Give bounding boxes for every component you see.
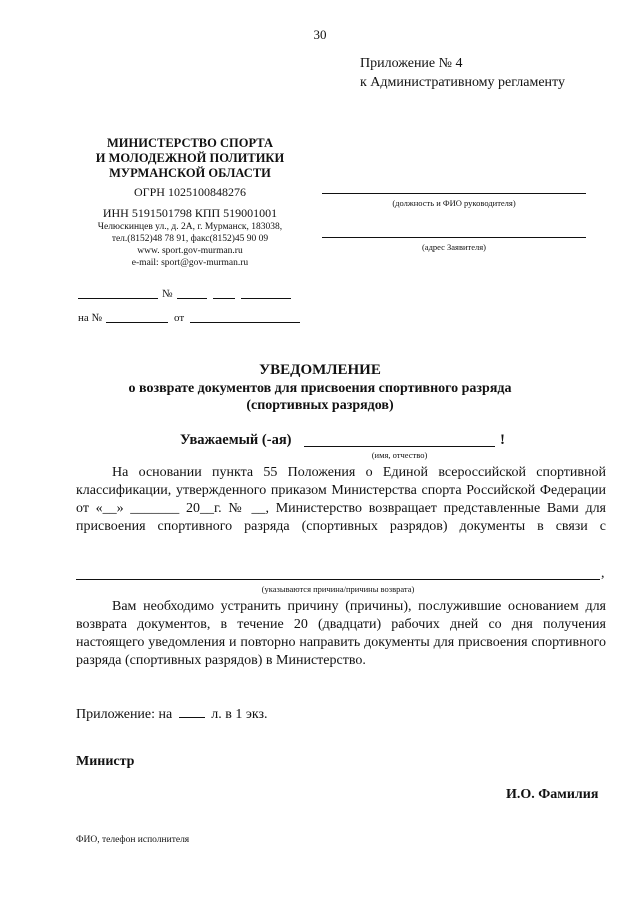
incoming-ref-date-blank <box>190 321 300 323</box>
document-subtitle-1: о возврате документов для присвоения спортивного разряда <box>128 381 512 396</box>
org-address: Челюскинцев ул., д. 2А, г. Мурманск, 183038, <box>97 222 283 232</box>
org-name-line-1: МИНИСТЕРСТВО СПОРТА <box>106 136 273 150</box>
outgoing-date-blank <box>78 297 158 299</box>
incoming-ref-prefix: на № <box>78 312 103 324</box>
org-ogrn: ОГРН 1025100848276 <box>134 185 246 199</box>
reason-caption: (указываются причина/причины возврата) <box>261 584 415 594</box>
signature-position: Министр <box>76 754 135 769</box>
attachment-line <box>76 707 268 723</box>
document-title: УВЕДОМЛЕНИЕ <box>259 362 381 378</box>
appendix-line-2: к Административному регламенту <box>360 75 565 90</box>
incoming-ref-number-blank <box>106 321 168 323</box>
appendix-header <box>360 54 565 92</box>
attachment-pages-blank <box>179 716 205 718</box>
incoming-reference-row <box>78 311 300 325</box>
org-name-line-2: И МОЛОДЕЖНОЙ ПОЛИТИКИ <box>95 151 285 165</box>
greeting-caption: (имя, отчество) <box>371 450 428 460</box>
outgoing-number-row <box>78 287 291 301</box>
org-name-line-3: МУРМАНСКОЙ ОБЛАСТИ <box>109 166 271 180</box>
org-phone-fax: тел.(8152)48 78 91, факс(8152)45 90 09 <box>111 234 269 244</box>
organization-block <box>72 136 308 269</box>
reason-comma: , <box>601 566 605 581</box>
body-paragraph-1: На основании пункта 55 Положения о Единой всероссийской спортивной классификации, утвержденного приказом Министерства спорта Российской Федерации от «__» _______ 20__г. № __, Министерство возвращает представленные Вами для присвоения спортивного разряда (спортивных разрядов) документы в связи с <box>76 465 606 534</box>
appendix-line-1: Приложение № 4 <box>360 56 463 71</box>
org-email: e-mail: sport@gov-murman.ru <box>131 258 249 268</box>
page-number: 30 <box>313 27 327 42</box>
greeting-exclamation: ! <box>500 432 505 448</box>
greeting-text: Уважаемый (-ая) <box>180 432 292 448</box>
outgoing-number-blank-2 <box>213 297 235 299</box>
document-subtitle-2: (спортивных разрядов) <box>246 398 394 413</box>
outgoing-number-blank-3 <box>241 297 291 299</box>
body-paragraph-2: Вам необходимо устранить причину (причины), послужившие основанием для возврата документов, в течение 20 (двадцати) рабочих дней со дня получения настоящего уведомления и повторно направить документы для присвоения спортивного разряда (спортивных разрядов) в Министерство. <box>76 599 606 668</box>
signature-name: И.О. Фамилия <box>506 787 599 802</box>
attachment-prefix: Приложение: на <box>76 707 173 722</box>
executor-footer: ФИО, телефон исполнителя <box>76 835 190 845</box>
attachment-suffix: л. в 1 экз. <box>211 707 268 722</box>
recipient-position-caption: (должность и ФИО руководителя) <box>392 198 516 208</box>
greeting-name-line <box>304 446 495 447</box>
recipient-address-line <box>322 237 586 238</box>
recipient-address-caption: (адрес Заявителя) <box>421 242 487 252</box>
reason-line <box>76 579 600 580</box>
org-inn-kpp: ИНН 5191501798 КПП 519001001 <box>102 206 278 220</box>
incoming-ref-from: от <box>174 312 185 324</box>
outgoing-number-sign: № <box>162 288 173 300</box>
outgoing-number-blank <box>177 297 207 299</box>
org-website: www. sport.gov-murman.ru <box>137 246 243 256</box>
recipient-position-line <box>322 193 586 194</box>
